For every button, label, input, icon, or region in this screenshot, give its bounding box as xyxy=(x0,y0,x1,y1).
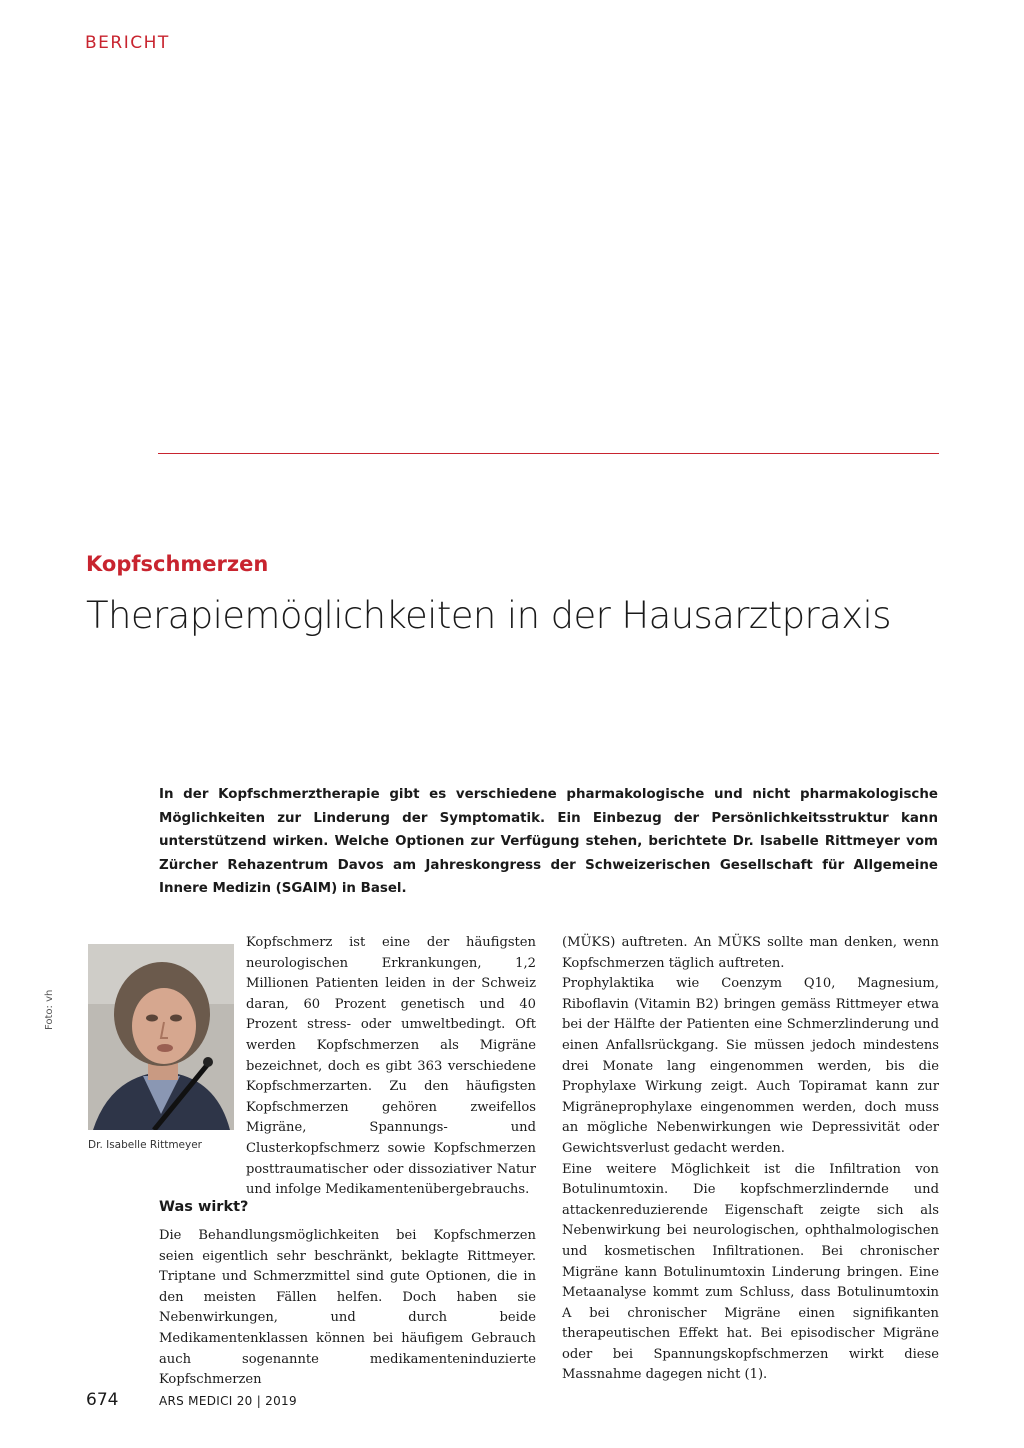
article-title: Therapiemöglichkeiten in der Hausarztpraxis xyxy=(86,594,891,637)
body-column-left-bottom xyxy=(159,1226,536,1391)
article-kicker: Kopfschmerzen xyxy=(86,552,269,576)
photo-caption: Dr. Isabelle Rittmeyer xyxy=(88,1139,202,1151)
body-paragraph: Prophylaktika wie Coenzym Q10, Magnesium, Riboflavin (Vitamin B2) bringen gemäss Rittmeyer etwa bei der Hälfte der Patienten eine Schmerzlinderung und einen Anfallsrückgang. Sie müssen jedoch mindestens drei Monate lang eingenommen werden, bis die Prophylaxe Wirkung zeigt. Auch Topiramat kann zur Migräneprophylaxe eingenommen werden, doch muss an mögliche Nebenwirkungen wie Depressivität oder Gewichtsverlust gedacht werden. xyxy=(562,976,939,1156)
body-paragraph: Die Behandlungsmöglichkeiten bei Kopfschmerzen seien eigentlich sehr beschränkt, beklagte Rittmeyer. Triptane und Schmerzmittel sind gute Optionen, die in den meisten Fällen helfen. Doch haben sie Nebenwirkungen, und durch beide Medikamentenklassen können bei häufigem Gebrauch auch sogenannte medikamenteninduzierte Kopfschmerzen xyxy=(159,1228,536,1388)
portrait-photo xyxy=(88,944,234,1130)
body-column-right xyxy=(562,933,939,1386)
journal-issue: ARS MEDICI 20 | 2019 xyxy=(159,1394,297,1408)
photo-credit-text: Foto: vh xyxy=(44,989,55,1030)
body-paragraph: (MÜKS) auftreten. An MÜKS sollte man denken, wenn Kopfschmerzen täglich auftreten. xyxy=(562,935,939,971)
section-label: BERICHT xyxy=(85,33,170,53)
body-paragraph: Eine weitere Möglichkeit ist die Infiltration von Botulinumtoxin. Die kopfschmerzlindernde und attackenreduzierende Eigenschaft zeigte sich als Nebenwirkung bei neurologischen, ophthalmologischen und kosmetischen Infiltrationen. Bei chronischer Migräne kann Botulinumtoxin Linderung bringen. Eine Metaanalyse kommt zum Schluss, dass Botulinumtoxin A bei chronischer Migräne einen signifikanten therapeutischen Effekt hat. Bei episodischer Migräne oder bei Spannungskopfschmerzen wirkt diese Massnahme dagegen nicht (1). xyxy=(562,1161,939,1383)
section-heading: Was wirkt? xyxy=(159,1199,249,1215)
body-paragraph: Kopfschmerz ist eine der häufigsten neurologischen Erkrankungen, 1,2 Millionen Patienten leiden in der Schweiz daran, 60 Prozent genetisch und 40 Prozent stress- oder umweltbedingt. Oft werden Kopfschmerzen als Migräne bezeichnet, doch es gibt 363 verschiedene Kopfschmerzarten. Zu den häufigsten Kopfschmerzen gehören zweifellos Migräne, Spannungs- und Clusterkopfschmerz sowie Kopfschmerzen posttraumatischer oder dissoziativer Natur und infolge Medikamentenübergebrauchs. xyxy=(246,935,536,1198)
photo-credit xyxy=(44,985,58,1030)
body-column-left-top xyxy=(246,933,536,1201)
title-rule xyxy=(158,453,939,454)
page-number: 674 xyxy=(86,1390,119,1410)
article-lead: In der Kopfschmerztherapie gibt es verschiedene pharmakologische und nicht pharmakologische Möglichkeiten zur Linderung der Symptomatik. Ein Einbezug der Persönlichkeitsstruktur kann unterstützend wirken. Welche Optionen zur Verfügung stehen, berichtete Dr. Isabelle Rittmeyer vom Zürcher Rehazentrum Davos am Jahreskongress der Schweizerischen Gesellschaft für Allgemeine Innere Medizin (SGAIM) in Basel. xyxy=(159,787,938,896)
